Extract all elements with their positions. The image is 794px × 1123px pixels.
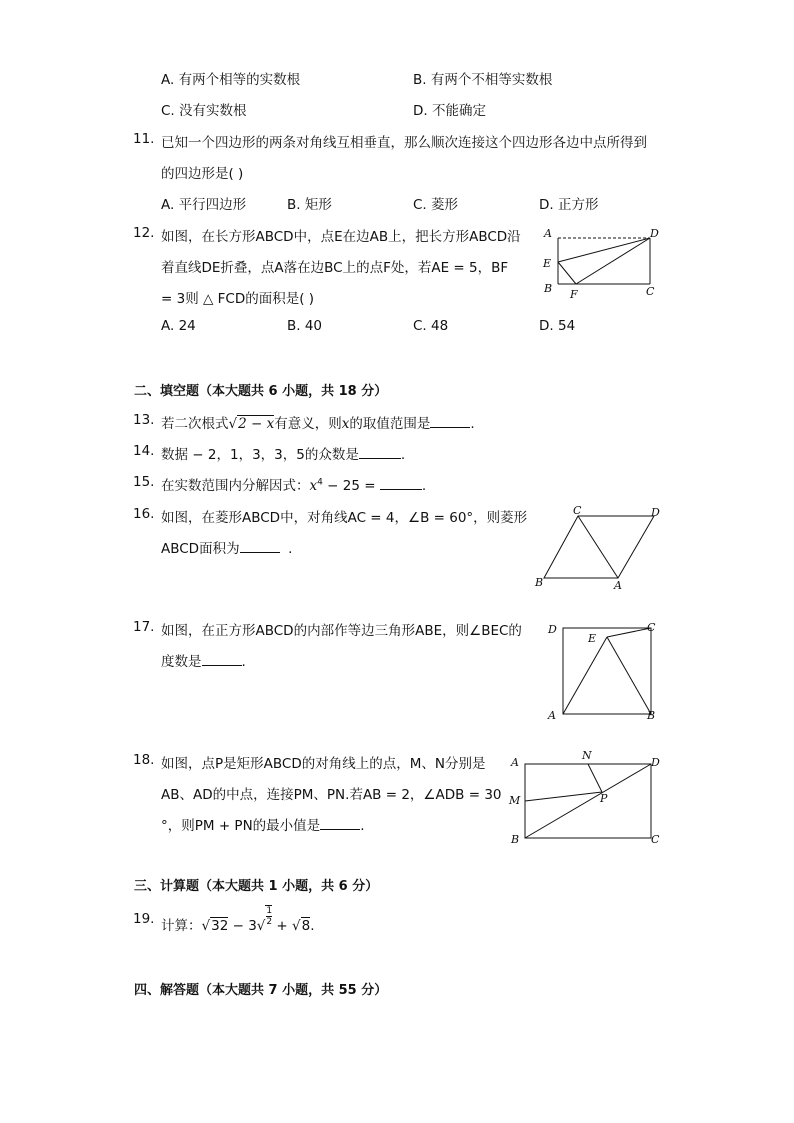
q11-line2: 的四边形是( ) (161, 166, 244, 182)
q12-line3: = 3则 △ FCD的面积是( ) (161, 291, 315, 307)
label-F: F (570, 288, 578, 301)
q12-line1: 如图，在长方形ABCD中，点E在边AB上，把长方形ABCD沿 (161, 229, 521, 245)
q15-answer-blank (380, 477, 422, 490)
label-A: A (548, 709, 556, 722)
q11-number: 11. (133, 131, 155, 147)
q12-line2: 着直线DE折叠，点A落在边BC上的点F处，若AE = 5，BF (161, 260, 509, 276)
diagonal-AC (578, 516, 618, 578)
q18-line3: °，则PM + PN的最小值是 . (161, 818, 365, 834)
label-D: D (548, 623, 557, 636)
q16-answer-blank (240, 540, 280, 553)
q13-text: 若二次根式√2 − x有意义，则x的取值范围是 . (161, 416, 475, 432)
label-C: C (651, 833, 660, 846)
label-C: C (647, 621, 656, 634)
q16-number: 16. (133, 506, 155, 522)
q15-text: 在实数范围内分解因式：$x^4 - 25$ = . (161, 477, 427, 494)
square-ABCD (563, 628, 651, 714)
q17-number: 17. (133, 619, 155, 635)
diagonal-BD (525, 764, 651, 838)
q13-answer-blank (430, 415, 470, 428)
q17-line1: 如图，在正方形ABCD的内部作等边三角形ABE，则∠BEC的 (161, 623, 522, 639)
q12-option-d: D. 54 (539, 318, 576, 334)
q15-number: 15. (133, 474, 155, 490)
q19-number: 19. (133, 911, 155, 927)
q17-answer-blank (202, 653, 242, 666)
q19-expression: 计算：√32 − 3√ $\frac{1}{2}$ + √8. (161, 906, 315, 934)
q16-figure (530, 500, 670, 595)
section3-heading: 三、计算题（本大题共 1 小题，共 6 分） (134, 879, 379, 894)
segment-ED (558, 238, 650, 262)
q18-figure (505, 748, 665, 848)
q12-option-b: B. 40 (287, 318, 323, 334)
label-P: P (600, 792, 608, 805)
q12-figure (536, 222, 666, 304)
q18-line2: AB、AD的中点，连接PM、PN.若AB = 2，∠ADB = 30 (161, 787, 502, 803)
q14-answer-blank (359, 446, 401, 459)
label-D: D (651, 756, 660, 769)
label-B: B (647, 709, 656, 722)
q12-option-c: C. 48 (413, 318, 449, 334)
q17-line2: 度数是 . (161, 654, 246, 670)
section2-heading: 二、填空题（本大题共 6 小题，共 18 分） (134, 384, 388, 399)
label-E: E (588, 632, 597, 645)
rhombus-ABCD (544, 516, 654, 578)
q12-option-a: A. 24 (161, 318, 196, 334)
side-BE (607, 637, 651, 714)
q14-text: 数据 − 2，1，3，3，5的众数是 . (161, 447, 406, 463)
label-B: B (511, 833, 520, 846)
side-AE (563, 637, 607, 714)
label-C: C (573, 504, 582, 517)
q11-line1: 已知一个四边形的两条对角线互相垂直，那么顺次连接这个四边形各边中点所得到 (161, 135, 647, 151)
q18-number: 18. (133, 752, 155, 768)
q18-line1: 如图，点P是矩形ABCD的对角线上的点，M、N分别是 (161, 756, 486, 772)
q10-option-b: B. 有两个不相等实数根 (413, 72, 553, 88)
segment-FD (576, 238, 650, 284)
q12-number: 12. (133, 225, 155, 241)
label-D: D (651, 506, 660, 519)
label-D: D (650, 227, 659, 240)
label-M: M (509, 794, 521, 807)
segment-NP (588, 764, 602, 792)
q13-number: 13. (133, 412, 155, 428)
label-A: A (614, 579, 622, 592)
q10-option-c: C. 没有实数根 (161, 103, 247, 119)
q11-option-c: C. 菱形 (413, 197, 459, 213)
q14-number: 14. (133, 443, 155, 459)
q11-option-d: D. 正方形 (539, 197, 599, 213)
section4-heading: 四、解答题（本大题共 7 小题，共 55 分） (134, 983, 388, 998)
q10-option-d: D. 不能确定 (413, 103, 486, 119)
label-A: A (511, 756, 519, 769)
label-A: A (544, 227, 552, 240)
q10-option-a: A. 有两个相等的实数根 (161, 72, 301, 88)
q17-figure (540, 615, 665, 725)
segment-EC (607, 628, 651, 637)
q16-line2: ABCD面积为 . (161, 541, 293, 557)
label-E: E (543, 257, 552, 270)
q11-option-b: B. 矩形 (287, 197, 332, 213)
q16-line1: 如图，在菱形ABCD中，对角线AC = 4，∠B = 60°，则菱形 (161, 510, 528, 526)
q18-answer-blank (320, 817, 360, 830)
label-C: C (646, 285, 655, 298)
label-B: B (535, 576, 544, 589)
label-N: N (582, 749, 592, 762)
label-B: B (544, 282, 553, 295)
segment-EF (558, 262, 576, 284)
q11-option-a: A. 平行四边形 (161, 197, 247, 213)
